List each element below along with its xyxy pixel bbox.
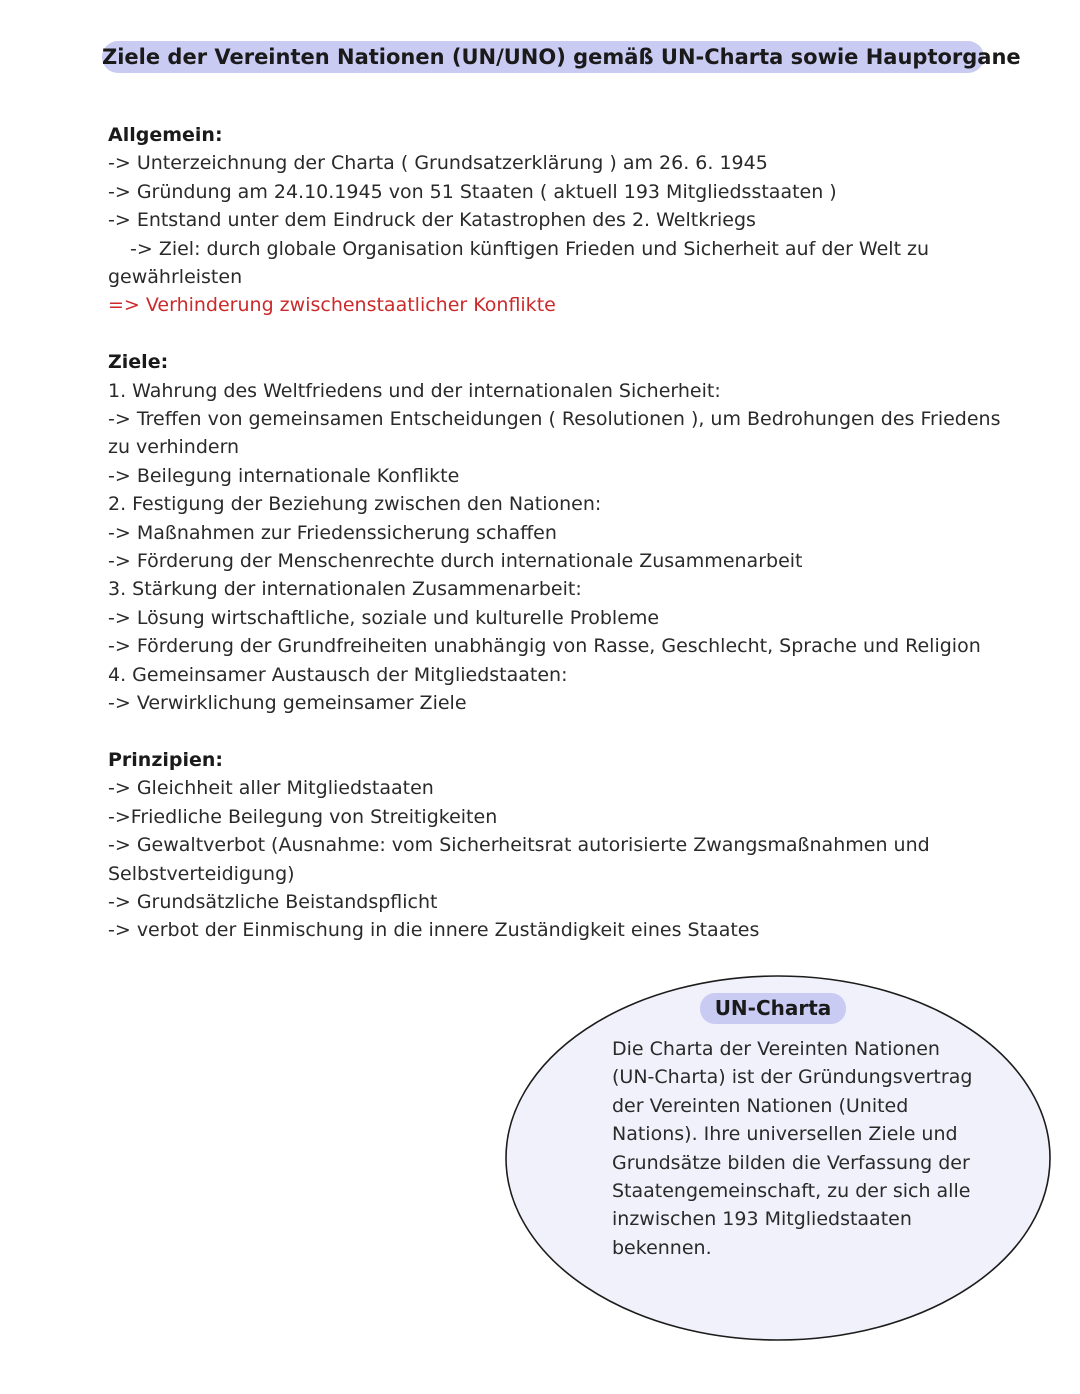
- charta-text-line: Die Charta der Vereinten Nationen: [612, 1038, 940, 1060]
- list-item: -> Förderung der Menschenrechte durch internationale Zusammenarbeit: [108, 550, 803, 573]
- page-title: Ziele der Vereinten Nationen (UN/UNO) gemäß UN-Charta sowie Hauptorgane: [102, 41, 984, 73]
- charta-box-title: UN-Charta: [700, 993, 846, 1024]
- spacer: [108, 718, 998, 746]
- spacer: [108, 320, 998, 348]
- section-allgemein: [108, 121, 998, 320]
- list-item: -> Gründung am 24.10.1945 von 51 Staaten ( aktuell 193 Mitgliedsstaaten ): [108, 180, 837, 203]
- list-item: -> Verwirklichung gemeinsamer Ziele: [108, 692, 467, 715]
- conclusion-text: => Verhinderung zwischenstaatlicher Konflikte: [108, 294, 556, 317]
- charta-box-text: [612, 1035, 987, 1262]
- charta-text-line: der Vereinten Nationen (United: [612, 1094, 909, 1117]
- list-item: -> Maßnahmen zur Friedenssicherung schaffen: [108, 521, 557, 544]
- list-item: gewährleisten: [108, 266, 243, 289]
- section-heading-ziele: Ziele:: [108, 351, 169, 374]
- list-item: -> Gleichheit aller Mitgliedstaaten: [108, 777, 434, 800]
- list-item: 2. Festigung der Beziehung zwischen den Nationen:: [108, 493, 602, 516]
- section-heading-prinzipien: Prinzipien:: [108, 748, 224, 771]
- list-item: ->Friedliche Beilegung von Streitigkeiten: [108, 805, 498, 828]
- list-item: zu verhindern: [108, 436, 240, 459]
- list-item: -> Gewaltverbot (Ausnahme: vom Sicherheitsrat autorisierte Zwangsmaßnahmen und: [108, 834, 930, 857]
- list-item: Selbstverteidigung): [108, 862, 295, 885]
- charta-text-line: Grundsätze bilden die Verfassung der: [612, 1151, 970, 1174]
- list-item: 3. Stärkung der internationalen Zusammenarbeit:: [108, 578, 582, 601]
- section-ziele: [108, 348, 1001, 717]
- list-item: -> Beilegung internationale Konflikte: [108, 464, 460, 487]
- section-prinzipien: [108, 746, 998, 945]
- list-item: -> Unterzeichnung der Charta ( Grundsatzerklärung ) am 26. 6. 1945: [108, 152, 768, 175]
- charta-text-line: Staatengemeinschaft, zu der sich alle: [612, 1180, 971, 1203]
- list-item: -> Entstand unter dem Eindruck der Katastrophen des 2. Weltkriegs: [108, 209, 756, 232]
- list-item: -> Ziel: durch globale Organisation künftigen Frieden und Sicherheit auf der Welt zu: [130, 237, 930, 260]
- charta-text-line: inzwischen 193 Mitgliedstaaten: [612, 1208, 912, 1231]
- list-item: -> Förderung der Grundfreiheiten unabhängig von Rasse, Geschlecht, Sprache und Religion: [108, 635, 981, 658]
- list-item: -> verbot der Einmischung in die innere Zuständigkeit eines Staates: [108, 919, 760, 942]
- section-heading-allgemein: Allgemein:: [108, 124, 223, 146]
- charta-text-line: bekennen.: [612, 1236, 712, 1259]
- list-item: 1. Wahrung des Weltfriedens und der internationalen Sicherheit:: [108, 379, 721, 402]
- list-item: -> Lösung wirtschaftliche, soziale und kulturelle Probleme: [108, 606, 660, 629]
- charta-text-line: (UN-Charta) ist der Gründungsvertrag: [612, 1066, 973, 1089]
- list-item: -> Grundsätzliche Beistandspflicht: [108, 890, 438, 913]
- list-item: -> Treffen von gemeinsamen Entscheidungen ( Resolutionen ), um Bedrohungen des Friedens: [108, 408, 1001, 431]
- notes-body: [108, 121, 1001, 945]
- charta-text-line: Nations). Ihre universellen Ziele und: [612, 1123, 958, 1146]
- list-item: 4. Gemeinsamer Austausch der Mitgliedstaaten:: [108, 663, 568, 686]
